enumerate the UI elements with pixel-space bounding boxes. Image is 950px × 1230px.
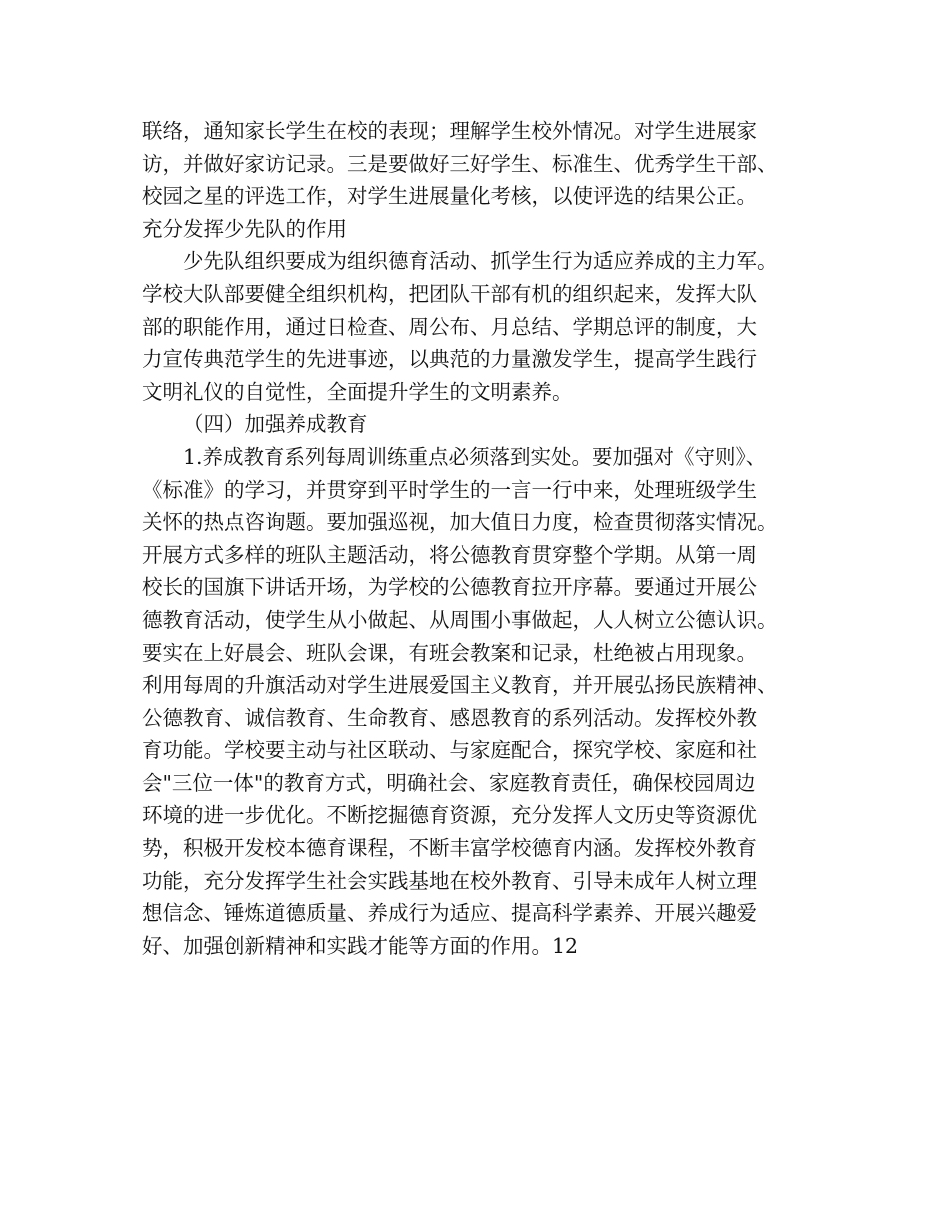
text-line: 好、加强创新精神和实践才能等方面的作用。12 (142, 933, 579, 958)
text-line: 功能，充分发挥学生社会实践基地在校外教育、引导未成年人树立理 (142, 868, 757, 893)
text-line: 开展方式多样的班队主题活动，将公德教育贯穿整个学期。从第一周 (142, 542, 757, 567)
text-line: 环境的进一步优化。不断挖掘德育资源，充分发挥人文历史等资源优 (142, 803, 757, 828)
text-line: 力宣传典范学生的先进事迹，以典范的力量激发学生，提高学生践行 (142, 347, 757, 372)
text-line: 文明礼仪的自觉性，全面提升学生的文明素养。 (142, 379, 573, 404)
text-line: 会"三位一体"的教育方式，明确社会、家庭教育责任，确保校园周边 (142, 770, 756, 795)
text-line: 要实在上好晨会、班队会课，有班会教案和记录，杜绝被占用现象。 (142, 640, 757, 665)
text-line: 联络，通知家长学生在校的表现；理解学生校外情况。对学生进展家 (142, 119, 757, 143)
text-line: 校长的国旗下讲话开场，为学校的公德教育拉开序幕。要通过开展公 (142, 575, 757, 600)
body-text (142, 115, 832, 962)
text-line: 学校大队部要健全组织机构，把团队干部有机的组织起来，发挥大队 (142, 281, 757, 306)
text-line: 1.养成教育系列每周训练重点必须落到实处。要加强对《守则》、 (183, 444, 767, 469)
text-line: 校园之星的评选工作，对学生进展量化考核，以使评选的结果公正。 (142, 184, 757, 209)
text-line: 势，积极开发校本德育课程，不断丰富学校德育内涵。发挥校外教育 (142, 836, 757, 861)
text-line: 部的职能作用，通过日检查、周公布、月总结、学期总评的制度，大 (142, 314, 757, 339)
text-line: 访，并做好家访记录。三是要做好三好学生、标准生、优秀学生干部、 (142, 151, 778, 176)
text-line: 公德教育、诚信教育、生命教育、感恩教育的系列活动。发挥校外教 (142, 705, 757, 730)
text-line: （四）加强养成教育 (183, 412, 368, 437)
text-line: 想信念、锤炼道德质量、养成行为适应、提高科学素养、开展兴趣爱 (142, 901, 757, 926)
text-line: 《标准》的学习，并贯穿到平时学生的一言一行中来，处理班级学生 (142, 477, 757, 502)
text-line: 少先队组织要成为组织德育活动、抓学生行为适应养成的主力军。 (183, 249, 778, 274)
text-line: 充分发挥少先队的作用 (142, 216, 347, 241)
text-line: 关怀的热点咨询题。要加强巡视，加大值日力度，检查贯彻落实情况。 (142, 510, 778, 535)
text-line: 育功能。学校要主动与社区联动、与家庭配合，探究学校、家庭和社 (142, 738, 757, 763)
text-line: 德教育活动，使学生从小做起、从周围小事做起，人人树立公德认识。 (142, 607, 778, 632)
text-line: 利用每周的升旗活动对学生进展爱国主义教育，并开展弘扬民族精神、 (142, 673, 778, 698)
